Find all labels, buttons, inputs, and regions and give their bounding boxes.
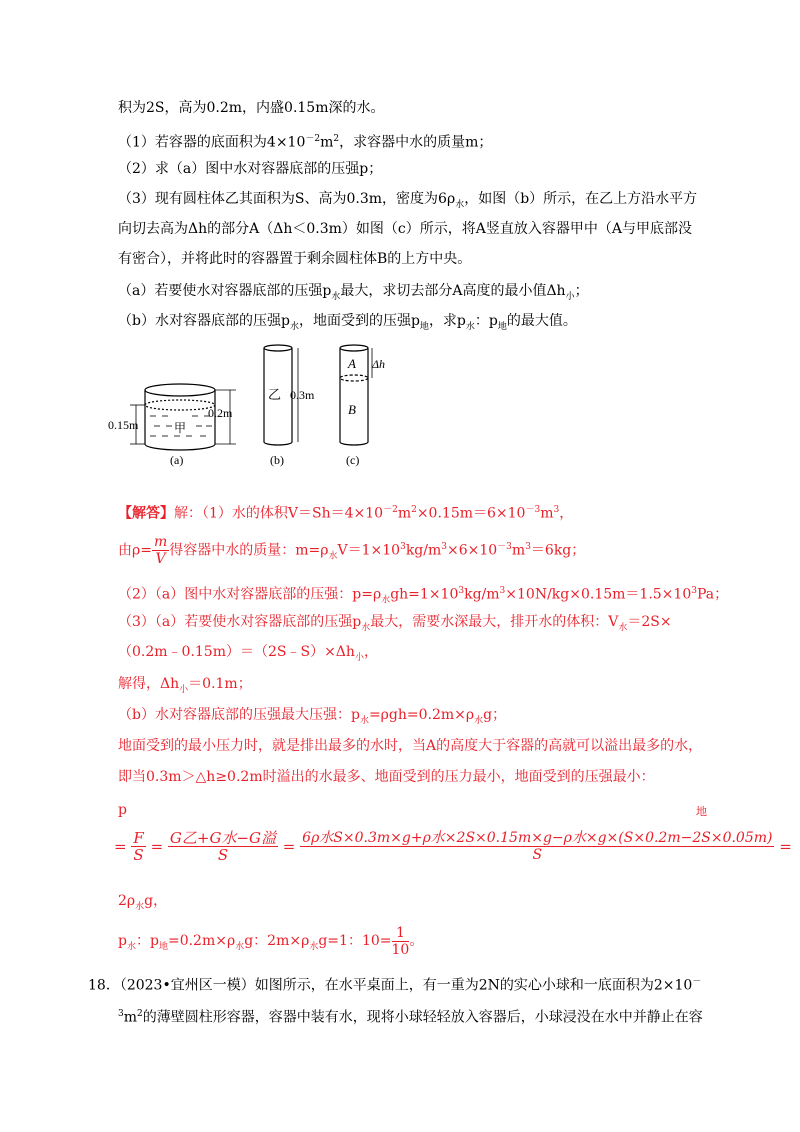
- sub: 水: [309, 941, 319, 952]
- text: ＝2S×: [627, 614, 672, 630]
- text: g；: [483, 707, 507, 723]
- text: ，求p: [428, 313, 466, 329]
- answer-line-3: [118, 581, 728, 610]
- text: ，求容器中水的质量m；: [339, 134, 493, 151]
- text: m: [397, 505, 412, 522]
- sub: 水: [359, 715, 369, 726]
- sub: 地: [158, 941, 168, 952]
- denominator: 10: [391, 941, 410, 958]
- text: ；: [574, 283, 589, 299]
- text: 的最大值。: [506, 313, 577, 329]
- text: 。: [409, 933, 424, 949]
- text: ×6×10: [446, 542, 498, 559]
- eq-equals: =: [114, 837, 127, 856]
- numerator: m: [153, 534, 168, 551]
- problem-line-8: [118, 311, 577, 337]
- answer-line-2: [118, 528, 585, 575]
- sup: 3: [691, 586, 697, 596]
- sub: 水: [289, 321, 299, 332]
- answer-line-1: [118, 500, 573, 524]
- fraction-m-over-v: [152, 534, 169, 567]
- denominator: V: [155, 551, 166, 568]
- text: （0.2m﹣0.15m）＝（2S﹣S）×Δh: [118, 644, 355, 660]
- sub: 水: [361, 622, 371, 633]
- answer-line-12: [118, 922, 423, 966]
- denominator: S: [532, 847, 543, 863]
- sub: 水: [381, 595, 391, 606]
- text: 有密合），并将此时的容器置于剩余圆柱体B的上方中央。: [118, 251, 472, 267]
- sup: －: [692, 977, 702, 987]
- text: g，: [144, 893, 168, 909]
- denominator: S: [217, 846, 229, 864]
- numerator: F: [133, 829, 144, 847]
- text: 即当0.3m＞△h≥0.2m时溢出的水最多、地面受到的压力最小，地面受到的压强最小：: [118, 769, 655, 785]
- problem-line-5: [118, 219, 692, 239]
- answer-line-8: [118, 736, 702, 756]
- text: 最大，求切去部分A高度的最小值Δh: [340, 283, 566, 299]
- physics-figure: [108, 338, 388, 470]
- container-top-ellipse: [145, 384, 215, 396]
- sup: 3: [499, 586, 506, 596]
- fraction-expanded: [300, 830, 774, 863]
- answer-tag: 【解答】: [118, 505, 174, 522]
- answer-line-4: [118, 612, 672, 638]
- sub: 水: [465, 321, 475, 332]
- sup: 3: [553, 505, 560, 515]
- text: Pa；: [696, 586, 729, 603]
- text: =ρgh=0.2m×ρ: [368, 707, 475, 723]
- problem-line-2: [118, 129, 492, 153]
- label-dh: Δh: [372, 357, 386, 371]
- numerator: 1: [392, 925, 410, 942]
- label-03: 0.3m: [290, 388, 315, 402]
- cylinder-yi-bottom: [264, 442, 292, 445]
- answer-line-6: [118, 674, 252, 700]
- text: （3）（a）若要使水对容器底部的压强p: [118, 614, 362, 630]
- label-jia: 甲: [174, 421, 187, 435]
- cylinder-c-bottom: [340, 442, 368, 445]
- sup: 3: [441, 542, 447, 552]
- text: （a）若要使水对容器底部的压强p: [118, 283, 332, 299]
- sup: 2: [411, 505, 417, 515]
- eq-equals: =: [150, 837, 164, 856]
- text: g：2m×ρ: [244, 933, 310, 949]
- text: m: [511, 542, 526, 559]
- text: 解：（1）水的体积V＝Sh＝4×10: [174, 505, 384, 522]
- text: 地面受到的最小压力时，就是排出最多的水时，当A的高度大于容器的高就可以溢出最多的水，: [118, 738, 703, 754]
- numerator: G乙+G水−G溢: [169, 829, 277, 847]
- pressure-equation: [114, 830, 792, 863]
- text: ：p: [135, 933, 159, 949]
- text: m: [123, 1009, 138, 1026]
- text: （b）水对容器底部的压强最大压强：p: [118, 707, 360, 723]
- answer-line-di: [696, 802, 707, 822]
- text: 由ρ=: [118, 542, 152, 559]
- numerator: 6ρ水S×0.3m×g+ρ水×2S×0.15m×g−ρ水×g×(S×0.2m−2S×0.05m): [302, 830, 773, 846]
- text: 18．（2023•宜州区一模）如图所示，在水平桌面上，有一重为2N的实心小球和一底面积为2×10: [88, 977, 693, 994]
- sub: 水: [126, 941, 136, 952]
- text: kg/m: [464, 586, 500, 603]
- text: （2）（a）图中水对容器底部的压强：p=ρ: [118, 586, 382, 603]
- text: V＝1×10: [337, 542, 401, 559]
- caption-a: (a): [170, 453, 184, 467]
- sub: 小: [565, 291, 575, 302]
- text: kg/m: [405, 542, 442, 559]
- text: ×10N/kg×0.15m＝1.5×10: [505, 586, 692, 603]
- caption-c: (c): [346, 453, 360, 467]
- next-problem-line-1: [88, 972, 701, 996]
- cylinder-yi-top: [264, 345, 292, 351]
- text: ＝6kg；: [530, 542, 586, 559]
- text: ＝0.1m；: [188, 676, 252, 692]
- sub: 地: [419, 321, 429, 332]
- sub: 小: [179, 684, 189, 695]
- sup: 3: [400, 542, 406, 552]
- text: ，地面受到的压强p: [298, 313, 420, 329]
- sup: 2: [333, 134, 340, 144]
- caption-b: (b): [270, 453, 284, 467]
- cylinder-c-top: [340, 345, 368, 351]
- sup: 3: [458, 586, 465, 596]
- sub: 小: [354, 652, 364, 663]
- text: g=1：10=: [318, 933, 392, 949]
- fraction-gravity: [168, 830, 278, 863]
- problem-line-6: [118, 249, 471, 269]
- cut-plane: [340, 375, 368, 381]
- text: ×0.15m＝6×10: [416, 505, 526, 522]
- sub: 水: [474, 715, 484, 726]
- figure-c: [340, 345, 372, 445]
- water-surface: [145, 400, 215, 410]
- text: 得容器中水的质量：m=ρ: [169, 542, 329, 559]
- text: p: [118, 802, 127, 818]
- answer-line-9: [118, 767, 655, 787]
- text: m: [540, 505, 554, 522]
- sup: 3: [525, 542, 531, 552]
- fraction-one-tenth: [392, 925, 410, 958]
- answer-line-p: [118, 800, 127, 820]
- sup: －2: [305, 134, 321, 144]
- label-015: 0.15m: [108, 418, 139, 432]
- sup: －3: [497, 542, 512, 552]
- text: （b）水对容器底部的压强p: [118, 313, 290, 329]
- sub: 水: [135, 901, 145, 912]
- text: ，: [559, 505, 574, 522]
- sub: 水: [331, 291, 341, 302]
- answer-line-11: [118, 891, 167, 917]
- text: 积为2S，高为0.2m，内盛0.15m深的水。: [118, 100, 385, 116]
- text: 解得，Δh: [118, 676, 180, 692]
- problem-line-7: [118, 281, 589, 307]
- text: m: [320, 134, 334, 151]
- sub: 地: [497, 321, 507, 332]
- sup: －3: [525, 505, 541, 515]
- text: （1）若容器的底面积为4×10: [118, 134, 306, 151]
- text: 地: [696, 805, 707, 818]
- answer-line-5: [118, 642, 378, 668]
- sup: －2: [383, 505, 398, 515]
- text: ：p: [474, 313, 498, 329]
- answer-line-7: [118, 705, 506, 731]
- sub: 水: [328, 551, 338, 562]
- text: 向切去高为Δh的部分A（Δh＜0.3m）如图（c）所示，将A竖直放入容器甲中（A与甲底部没: [118, 221, 692, 237]
- text: 2ρ: [118, 893, 136, 909]
- sub: 水: [235, 941, 245, 952]
- text: p: [118, 933, 127, 949]
- next-problem-line-2: [118, 1004, 703, 1028]
- label-yi: 乙: [268, 388, 282, 403]
- sup: 3: [118, 1009, 124, 1019]
- sup: 2: [137, 1009, 143, 1019]
- sub: 水: [618, 622, 628, 633]
- eq-equals: =: [779, 837, 792, 856]
- text: （3）现有圆柱体乙其面积为S、高为0.3m，密度为6ρ: [118, 191, 456, 207]
- label-A: A: [348, 356, 356, 371]
- label-B: B: [348, 402, 356, 417]
- container-bottom: [145, 444, 215, 450]
- problem-line-4: [118, 189, 697, 215]
- text: gh=1×10: [390, 586, 459, 603]
- text: 最大，需要水深最大，排开水的体积：V: [370, 614, 619, 630]
- label-02: 0.2m: [208, 406, 233, 420]
- problem-line-1: [118, 98, 385, 118]
- text: 的薄壁圆柱形容器，容器中装有水，现将小球轻轻放入容器后，小球浸没在水中并静止在容: [142, 1009, 703, 1026]
- denominator: S: [133, 846, 144, 864]
- eq-equals: =: [282, 837, 296, 856]
- problem-line-3: [118, 159, 382, 179]
- fraction-f-over-s: [131, 830, 145, 863]
- text: =0.2m×ρ: [167, 933, 236, 949]
- text: ，: [363, 644, 378, 660]
- text: （2）求（a）图中水对容器底部的压强p；: [118, 161, 383, 177]
- text: ，如图（b）所示，在乙上方沿水平方: [464, 191, 698, 207]
- sub: 水: [455, 199, 465, 210]
